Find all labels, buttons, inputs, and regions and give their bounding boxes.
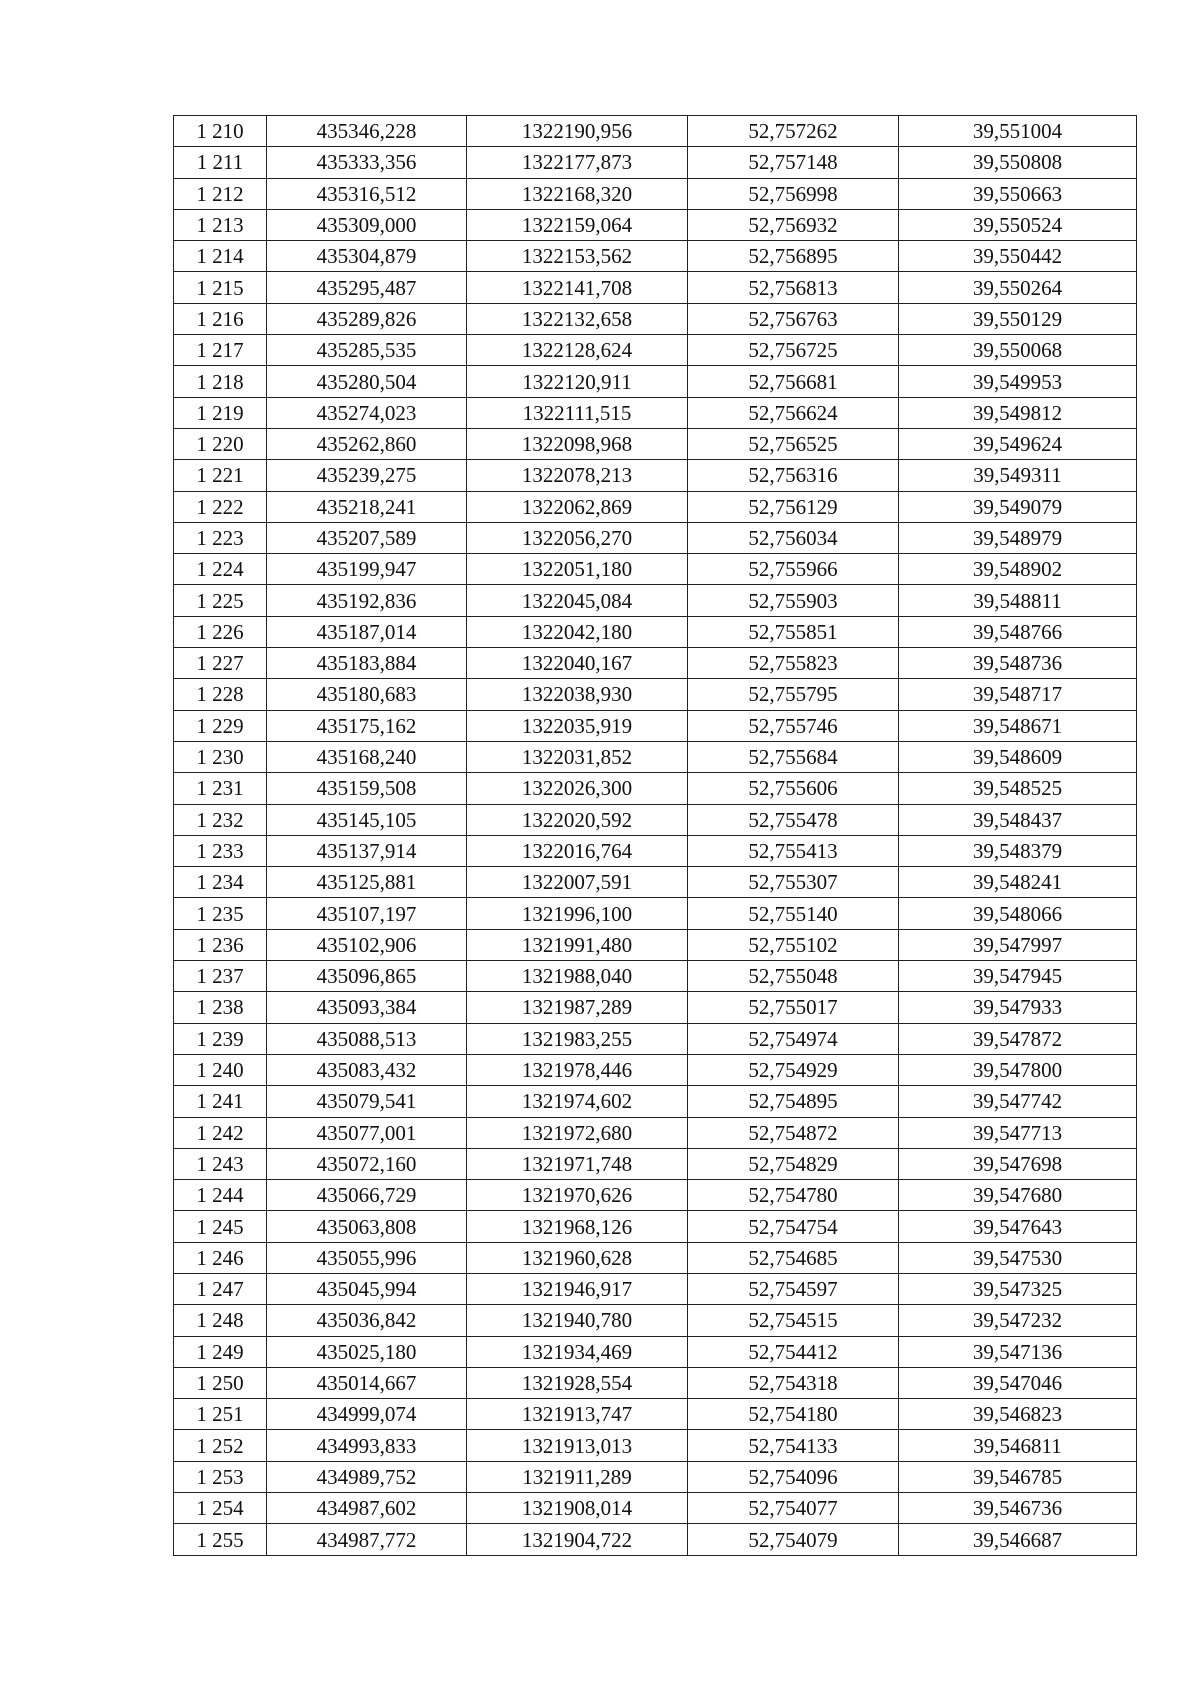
x-coordinate-cell: 434987,602 <box>267 1493 467 1524</box>
longitude-cell: 39,547800 <box>899 1054 1137 1085</box>
longitude-cell: 39,547933 <box>899 992 1137 1023</box>
table-row <box>174 397 1137 428</box>
point-number-cell: 1 235 <box>174 898 267 929</box>
table-row <box>174 116 1137 147</box>
point-number-cell: 1 255 <box>174 1524 267 1555</box>
longitude-cell: 39,546687 <box>899 1524 1137 1555</box>
x-coordinate-cell: 435316,512 <box>267 178 467 209</box>
point-number-cell: 1 253 <box>174 1461 267 1492</box>
latitude-cell: 52,755606 <box>688 773 899 804</box>
x-coordinate-cell: 435079,541 <box>267 1086 467 1117</box>
table-row <box>174 366 1137 397</box>
y-coordinate-cell: 1322020,592 <box>467 804 688 835</box>
table-row <box>174 961 1137 992</box>
latitude-cell: 52,754685 <box>688 1242 899 1273</box>
longitude-cell: 39,547046 <box>899 1367 1137 1398</box>
point-number-cell: 1 245 <box>174 1211 267 1242</box>
latitude-cell: 52,756316 <box>688 460 899 491</box>
x-coordinate-cell: 435093,384 <box>267 992 467 1023</box>
y-coordinate-cell: 1322007,591 <box>467 867 688 898</box>
point-number-cell: 1 230 <box>174 741 267 772</box>
point-number-cell: 1 212 <box>174 178 267 209</box>
table-row <box>174 303 1137 334</box>
table-row <box>174 335 1137 366</box>
x-coordinate-cell: 435137,914 <box>267 835 467 866</box>
latitude-cell: 52,756895 <box>688 241 899 272</box>
longitude-cell: 39,546811 <box>899 1430 1137 1461</box>
point-number-cell: 1 249 <box>174 1336 267 1367</box>
latitude-cell: 52,755795 <box>688 679 899 710</box>
table-row <box>174 1023 1137 1054</box>
latitude-cell: 52,754079 <box>688 1524 899 1555</box>
x-coordinate-cell: 435063,808 <box>267 1211 467 1242</box>
latitude-cell: 52,756525 <box>688 428 899 459</box>
x-coordinate-cell: 435072,160 <box>267 1148 467 1179</box>
latitude-cell: 52,756998 <box>688 178 899 209</box>
y-coordinate-cell: 1321996,100 <box>467 898 688 929</box>
table-row <box>174 522 1137 553</box>
latitude-cell: 52,755823 <box>688 648 899 679</box>
longitude-cell: 39,550129 <box>899 303 1137 334</box>
longitude-cell: 39,547945 <box>899 961 1137 992</box>
latitude-cell: 52,756624 <box>688 397 899 428</box>
latitude-cell: 52,754318 <box>688 1367 899 1398</box>
y-coordinate-cell: 1321968,126 <box>467 1211 688 1242</box>
x-coordinate-cell: 435014,667 <box>267 1367 467 1398</box>
y-coordinate-cell: 1322031,852 <box>467 741 688 772</box>
latitude-cell: 52,754412 <box>688 1336 899 1367</box>
y-coordinate-cell: 1322038,930 <box>467 679 688 710</box>
y-coordinate-cell: 1321940,780 <box>467 1305 688 1336</box>
point-number-cell: 1 236 <box>174 929 267 960</box>
longitude-cell: 39,548525 <box>899 773 1137 804</box>
latitude-cell: 52,756932 <box>688 209 899 240</box>
y-coordinate-cell: 1322190,956 <box>467 116 688 147</box>
y-coordinate-cell: 1322062,869 <box>467 491 688 522</box>
latitude-cell: 52,756763 <box>688 303 899 334</box>
table-row <box>174 992 1137 1023</box>
x-coordinate-cell: 434999,074 <box>267 1399 467 1430</box>
point-number-cell: 1 214 <box>174 241 267 272</box>
latitude-cell: 52,754077 <box>688 1493 899 1524</box>
longitude-cell: 39,547742 <box>899 1086 1137 1117</box>
point-number-cell: 1 242 <box>174 1117 267 1148</box>
latitude-cell: 52,755017 <box>688 992 899 1023</box>
point-number-cell: 1 250 <box>174 1367 267 1398</box>
x-coordinate-cell: 435183,884 <box>267 648 467 679</box>
point-number-cell: 1 231 <box>174 773 267 804</box>
longitude-cell: 39,550663 <box>899 178 1137 209</box>
latitude-cell: 52,756813 <box>688 272 899 303</box>
y-coordinate-cell: 1322051,180 <box>467 554 688 585</box>
point-number-cell: 1 223 <box>174 522 267 553</box>
y-coordinate-cell: 1321988,040 <box>467 961 688 992</box>
y-coordinate-cell: 1322078,213 <box>467 460 688 491</box>
table-row <box>174 929 1137 960</box>
table-row <box>174 1524 1137 1555</box>
latitude-cell: 52,755102 <box>688 929 899 960</box>
table-row <box>174 867 1137 898</box>
latitude-cell: 52,755478 <box>688 804 899 835</box>
table-row <box>174 428 1137 459</box>
longitude-cell: 39,547872 <box>899 1023 1137 1054</box>
x-coordinate-cell: 435295,487 <box>267 272 467 303</box>
y-coordinate-cell: 1321983,255 <box>467 1023 688 1054</box>
table-row <box>174 616 1137 647</box>
latitude-cell: 52,754974 <box>688 1023 899 1054</box>
latitude-cell: 52,755140 <box>688 898 899 929</box>
x-coordinate-cell: 435274,023 <box>267 397 467 428</box>
longitude-cell: 39,548241 <box>899 867 1137 898</box>
longitude-cell: 39,547698 <box>899 1148 1137 1179</box>
point-number-cell: 1 210 <box>174 116 267 147</box>
table-row <box>174 1367 1137 1398</box>
table-row <box>174 710 1137 741</box>
x-coordinate-cell: 435125,881 <box>267 867 467 898</box>
point-number-cell: 1 215 <box>174 272 267 303</box>
y-coordinate-cell: 1321913,747 <box>467 1399 688 1430</box>
latitude-cell: 52,755746 <box>688 710 899 741</box>
table-row <box>174 835 1137 866</box>
point-number-cell: 1 240 <box>174 1054 267 1085</box>
y-coordinate-cell: 1321987,289 <box>467 992 688 1023</box>
longitude-cell: 39,547325 <box>899 1273 1137 1304</box>
point-number-cell: 1 243 <box>174 1148 267 1179</box>
table-row <box>174 1086 1137 1117</box>
longitude-cell: 39,551004 <box>899 116 1137 147</box>
latitude-cell: 52,754597 <box>688 1273 899 1304</box>
table-row <box>174 460 1137 491</box>
longitude-cell: 39,548811 <box>899 585 1137 616</box>
latitude-cell: 52,757148 <box>688 147 899 178</box>
point-number-cell: 1 229 <box>174 710 267 741</box>
latitude-cell: 52,756725 <box>688 335 899 366</box>
x-coordinate-cell: 435055,996 <box>267 1242 467 1273</box>
point-number-cell: 1 222 <box>174 491 267 522</box>
table-row <box>174 648 1137 679</box>
longitude-cell: 39,548671 <box>899 710 1137 741</box>
table-row <box>174 741 1137 772</box>
x-coordinate-cell: 434989,752 <box>267 1461 467 1492</box>
y-coordinate-cell: 1321904,722 <box>467 1524 688 1555</box>
x-coordinate-cell: 435346,228 <box>267 116 467 147</box>
longitude-cell: 39,548066 <box>899 898 1137 929</box>
x-coordinate-cell: 435199,947 <box>267 554 467 585</box>
longitude-cell: 39,549953 <box>899 366 1137 397</box>
x-coordinate-cell: 435096,865 <box>267 961 467 992</box>
point-number-cell: 1 239 <box>174 1023 267 1054</box>
latitude-cell: 52,754780 <box>688 1180 899 1211</box>
y-coordinate-cell: 1322056,270 <box>467 522 688 553</box>
coordinates-table-body <box>174 116 1137 1556</box>
y-coordinate-cell: 1322177,873 <box>467 147 688 178</box>
point-number-cell: 1 226 <box>174 616 267 647</box>
x-coordinate-cell: 435036,842 <box>267 1305 467 1336</box>
y-coordinate-cell: 1322153,562 <box>467 241 688 272</box>
y-coordinate-cell: 1322128,624 <box>467 335 688 366</box>
point-number-cell: 1 254 <box>174 1493 267 1524</box>
point-number-cell: 1 211 <box>174 147 267 178</box>
point-number-cell: 1 241 <box>174 1086 267 1117</box>
latitude-cell: 52,756129 <box>688 491 899 522</box>
y-coordinate-cell: 1321972,680 <box>467 1117 688 1148</box>
x-coordinate-cell: 435218,241 <box>267 491 467 522</box>
x-coordinate-cell: 435333,356 <box>267 147 467 178</box>
x-coordinate-cell: 435309,000 <box>267 209 467 240</box>
x-coordinate-cell: 435262,860 <box>267 428 467 459</box>
point-number-cell: 1 213 <box>174 209 267 240</box>
table-row <box>174 1305 1137 1336</box>
table-row <box>174 272 1137 303</box>
y-coordinate-cell: 1321928,554 <box>467 1367 688 1398</box>
longitude-cell: 39,550524 <box>899 209 1137 240</box>
point-number-cell: 1 227 <box>174 648 267 679</box>
x-coordinate-cell: 435168,240 <box>267 741 467 772</box>
point-number-cell: 1 238 <box>174 992 267 1023</box>
latitude-cell: 52,754754 <box>688 1211 899 1242</box>
table-row <box>174 898 1137 929</box>
y-coordinate-cell: 1321991,480 <box>467 929 688 960</box>
latitude-cell: 52,757262 <box>688 116 899 147</box>
longitude-cell: 39,548766 <box>899 616 1137 647</box>
y-coordinate-cell: 1321908,014 <box>467 1493 688 1524</box>
x-coordinate-cell: 434987,772 <box>267 1524 467 1555</box>
x-coordinate-cell: 435207,589 <box>267 522 467 553</box>
point-number-cell: 1 224 <box>174 554 267 585</box>
y-coordinate-cell: 1321934,469 <box>467 1336 688 1367</box>
longitude-cell: 39,548609 <box>899 741 1137 772</box>
latitude-cell: 52,755851 <box>688 616 899 647</box>
x-coordinate-cell: 435285,535 <box>267 335 467 366</box>
table-row <box>174 209 1137 240</box>
table-row <box>174 1399 1137 1430</box>
latitude-cell: 52,754133 <box>688 1430 899 1461</box>
y-coordinate-cell: 1322045,084 <box>467 585 688 616</box>
x-coordinate-cell: 435107,197 <box>267 898 467 929</box>
table-row <box>174 1148 1137 1179</box>
point-number-cell: 1 244 <box>174 1180 267 1211</box>
y-coordinate-cell: 1321913,013 <box>467 1430 688 1461</box>
table-row <box>174 1211 1137 1242</box>
point-number-cell: 1 219 <box>174 397 267 428</box>
latitude-cell: 52,755413 <box>688 835 899 866</box>
table-row <box>174 1242 1137 1273</box>
y-coordinate-cell: 1322098,968 <box>467 428 688 459</box>
table-row <box>174 1180 1137 1211</box>
point-number-cell: 1 233 <box>174 835 267 866</box>
table-row <box>174 585 1137 616</box>
latitude-cell: 52,755048 <box>688 961 899 992</box>
longitude-cell: 39,546785 <box>899 1461 1137 1492</box>
table-row <box>174 1336 1137 1367</box>
longitude-cell: 39,550068 <box>899 335 1137 366</box>
y-coordinate-cell: 1322040,167 <box>467 648 688 679</box>
point-number-cell: 1 221 <box>174 460 267 491</box>
longitude-cell: 39,549079 <box>899 491 1137 522</box>
y-coordinate-cell: 1322026,300 <box>467 773 688 804</box>
x-coordinate-cell: 435077,001 <box>267 1117 467 1148</box>
x-coordinate-cell: 435187,014 <box>267 616 467 647</box>
latitude-cell: 52,755684 <box>688 741 899 772</box>
point-number-cell: 1 225 <box>174 585 267 616</box>
point-number-cell: 1 247 <box>174 1273 267 1304</box>
x-coordinate-cell: 435192,836 <box>267 585 467 616</box>
longitude-cell: 39,550442 <box>899 241 1137 272</box>
longitude-cell: 39,546823 <box>899 1399 1137 1430</box>
y-coordinate-cell: 1321971,748 <box>467 1148 688 1179</box>
latitude-cell: 52,754929 <box>688 1054 899 1085</box>
x-coordinate-cell: 435088,513 <box>267 1023 467 1054</box>
latitude-cell: 52,754096 <box>688 1461 899 1492</box>
table-row <box>174 147 1137 178</box>
longitude-cell: 39,547136 <box>899 1336 1137 1367</box>
point-number-cell: 1 232 <box>174 804 267 835</box>
latitude-cell: 52,754180 <box>688 1399 899 1430</box>
table-row <box>174 1430 1137 1461</box>
longitude-cell: 39,550264 <box>899 272 1137 303</box>
x-coordinate-cell: 435066,729 <box>267 1180 467 1211</box>
latitude-cell: 52,756034 <box>688 522 899 553</box>
table-row <box>174 491 1137 522</box>
x-coordinate-cell: 435289,826 <box>267 303 467 334</box>
x-coordinate-cell: 435280,504 <box>267 366 467 397</box>
table-row <box>174 178 1137 209</box>
x-coordinate-cell: 435045,994 <box>267 1273 467 1304</box>
y-coordinate-cell: 1322035,919 <box>467 710 688 741</box>
longitude-cell: 39,548736 <box>899 648 1137 679</box>
y-coordinate-cell: 1321970,626 <box>467 1180 688 1211</box>
longitude-cell: 39,547997 <box>899 929 1137 960</box>
table-row <box>174 679 1137 710</box>
y-coordinate-cell: 1322120,911 <box>467 366 688 397</box>
longitude-cell: 39,548902 <box>899 554 1137 585</box>
x-coordinate-cell: 435239,275 <box>267 460 467 491</box>
table-row <box>174 554 1137 585</box>
y-coordinate-cell: 1322141,708 <box>467 272 688 303</box>
y-coordinate-cell: 1321978,446 <box>467 1054 688 1085</box>
longitude-cell: 39,550808 <box>899 147 1137 178</box>
y-coordinate-cell: 1322132,658 <box>467 303 688 334</box>
table-row <box>174 1117 1137 1148</box>
table-row <box>174 1493 1137 1524</box>
x-coordinate-cell: 435159,508 <box>267 773 467 804</box>
y-coordinate-cell: 1322168,320 <box>467 178 688 209</box>
y-coordinate-cell: 1322159,064 <box>467 209 688 240</box>
latitude-cell: 52,754829 <box>688 1148 899 1179</box>
point-number-cell: 1 216 <box>174 303 267 334</box>
y-coordinate-cell: 1322016,764 <box>467 835 688 866</box>
table-row <box>174 773 1137 804</box>
table-row <box>174 1054 1137 1085</box>
x-coordinate-cell: 434993,833 <box>267 1430 467 1461</box>
latitude-cell: 52,755966 <box>688 554 899 585</box>
y-coordinate-cell: 1321960,628 <box>467 1242 688 1273</box>
point-number-cell: 1 220 <box>174 428 267 459</box>
y-coordinate-cell: 1321974,602 <box>467 1086 688 1117</box>
longitude-cell: 39,547713 <box>899 1117 1137 1148</box>
coordinates-table <box>173 115 1137 1556</box>
y-coordinate-cell: 1322111,515 <box>467 397 688 428</box>
y-coordinate-cell: 1322042,180 <box>467 616 688 647</box>
latitude-cell: 52,756681 <box>688 366 899 397</box>
point-number-cell: 1 234 <box>174 867 267 898</box>
latitude-cell: 52,755903 <box>688 585 899 616</box>
longitude-cell: 39,546736 <box>899 1493 1137 1524</box>
longitude-cell: 39,547680 <box>899 1180 1137 1211</box>
point-number-cell: 1 251 <box>174 1399 267 1430</box>
x-coordinate-cell: 435083,432 <box>267 1054 467 1085</box>
longitude-cell: 39,548717 <box>899 679 1137 710</box>
x-coordinate-cell: 435180,683 <box>267 679 467 710</box>
latitude-cell: 52,755307 <box>688 867 899 898</box>
x-coordinate-cell: 435145,105 <box>267 804 467 835</box>
point-number-cell: 1 217 <box>174 335 267 366</box>
table-row <box>174 804 1137 835</box>
longitude-cell: 39,549624 <box>899 428 1137 459</box>
latitude-cell: 52,754515 <box>688 1305 899 1336</box>
y-coordinate-cell: 1321946,917 <box>467 1273 688 1304</box>
longitude-cell: 39,547530 <box>899 1242 1137 1273</box>
point-number-cell: 1 237 <box>174 961 267 992</box>
x-coordinate-cell: 435102,906 <box>267 929 467 960</box>
longitude-cell: 39,549812 <box>899 397 1137 428</box>
point-number-cell: 1 252 <box>174 1430 267 1461</box>
point-number-cell: 1 246 <box>174 1242 267 1273</box>
table-row <box>174 241 1137 272</box>
longitude-cell: 39,547643 <box>899 1211 1137 1242</box>
longitude-cell: 39,548437 <box>899 804 1137 835</box>
y-coordinate-cell: 1321911,289 <box>467 1461 688 1492</box>
x-coordinate-cell: 435025,180 <box>267 1336 467 1367</box>
longitude-cell: 39,547232 <box>899 1305 1137 1336</box>
point-number-cell: 1 218 <box>174 366 267 397</box>
latitude-cell: 52,754895 <box>688 1086 899 1117</box>
longitude-cell: 39,549311 <box>899 460 1137 491</box>
table-row <box>174 1273 1137 1304</box>
point-number-cell: 1 228 <box>174 679 267 710</box>
latitude-cell: 52,754872 <box>688 1117 899 1148</box>
x-coordinate-cell: 435304,879 <box>267 241 467 272</box>
x-coordinate-cell: 435175,162 <box>267 710 467 741</box>
longitude-cell: 39,548379 <box>899 835 1137 866</box>
point-number-cell: 1 248 <box>174 1305 267 1336</box>
longitude-cell: 39,548979 <box>899 522 1137 553</box>
table-row <box>174 1461 1137 1492</box>
